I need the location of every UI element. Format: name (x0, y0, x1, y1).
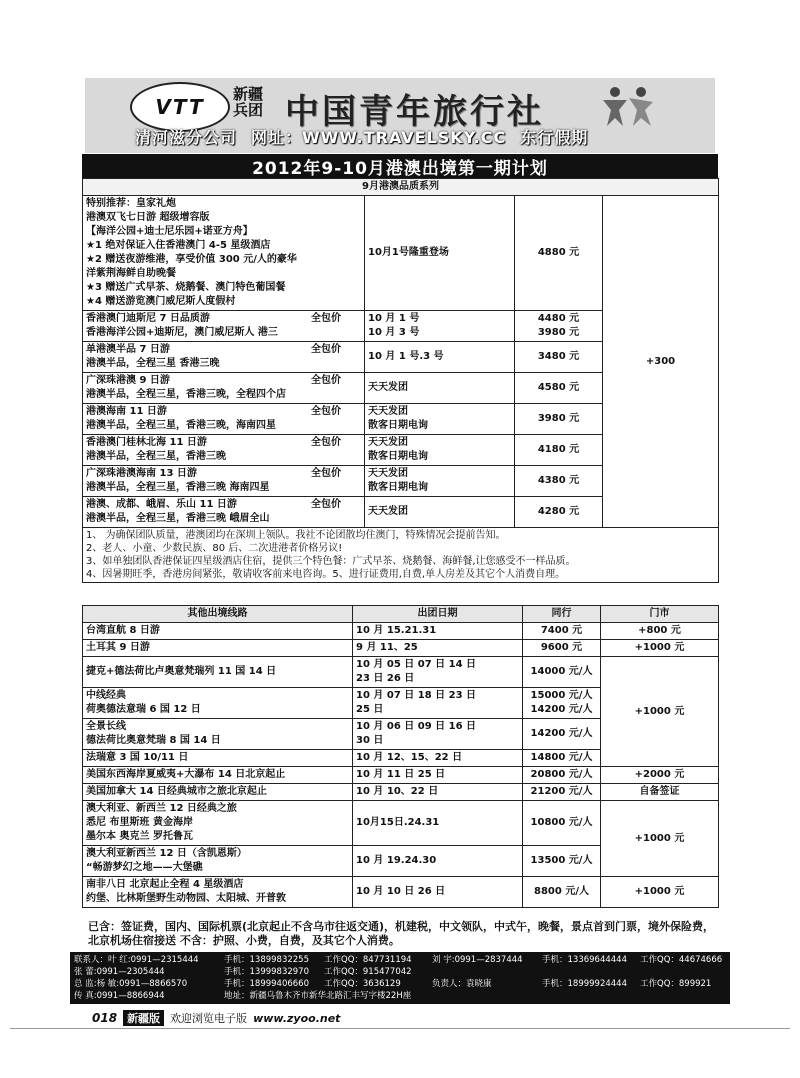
route-date-cell (353, 657, 523, 688)
contact-field (542, 966, 640, 978)
route-line: 南非八日 北京起止全程 4 星级酒店 (86, 879, 244, 890)
route-price-cell (523, 877, 601, 908)
tour-line-with-tag (86, 405, 361, 419)
contact-field: 手机：18999924444 (542, 979, 627, 989)
tour-date-cell (365, 342, 515, 373)
tour-price-cell (515, 404, 603, 435)
route-name-cell (83, 640, 353, 657)
contact-field: 工作QQ：915477042 (324, 967, 412, 977)
tour-line-with-tag (86, 498, 361, 512)
route-line: 荷奥德法意瑞 6 国 12 日 (86, 704, 201, 715)
contact-field: 工作QQ：3636129 (324, 979, 401, 989)
contact-row (74, 954, 726, 966)
tour-price: 4580 元 (537, 382, 580, 393)
route-price-cell (523, 767, 601, 784)
tour-price: 4180 元 (537, 444, 580, 455)
tour-line-with-tag (86, 436, 361, 450)
contact-row (74, 990, 726, 1002)
tour-date: 天天发团 (368, 382, 408, 393)
tour-name-cell (83, 373, 365, 404)
tour-line: 港澳半品，全程三星，香港三晚 海南四星 (86, 482, 270, 493)
route-date: 10 月 10 日 26 日 (356, 886, 446, 897)
route-date: 25 日 (356, 704, 384, 715)
route-price: 13500 元/人 (530, 855, 593, 866)
route-line: 法瑞意 3 国 10/11 日 (86, 752, 189, 763)
route-price: 14200 元/人 (530, 704, 593, 715)
route-line: 全景长线 (86, 721, 126, 732)
route-line: 土耳其 9 日游 (86, 642, 150, 653)
contact-field: 传 真:0991—8866944 (74, 991, 165, 1001)
route-line: 美国加拿大 14 日经典城市之旅北京起止 (86, 786, 267, 797)
tour-title: 港澳、成都、峨眉、乐山 11 日游 (86, 499, 237, 510)
contact-row (74, 978, 726, 990)
contacts-strip (70, 952, 730, 1004)
tour-name-cell (83, 342, 365, 373)
tour-date: 散客日期电询 (368, 482, 428, 493)
route-line: 悉尼 布里斯班 黄金海岸 (86, 817, 193, 828)
tour-line: ★4 赠送游览澳门威尼斯人度假村 (86, 296, 236, 307)
tour-date-cell (365, 466, 515, 497)
contact-field: 工作QQ：899921 (640, 979, 712, 989)
route-name-cell (83, 846, 353, 877)
region-tag: 新疆兵团 (233, 85, 264, 119)
retail-price-cell: +1000 元 (601, 640, 719, 657)
tour-line: 【海洋公园+迪士尼乐园+诺亚方舟】 (86, 226, 253, 237)
tour-line: ★3 赠送广式早茶、烧鹅餐、澳门特色葡国餐 (86, 282, 286, 293)
route-price: 21200 元/人 (530, 786, 593, 797)
tour-date: 10 月 1 号.3 号 (368, 351, 444, 362)
brand-title: 中国青年旅行社 (285, 92, 544, 132)
route-line: 捷克+德法荷比卢奥意梵瑞列 11 国 14 日 (86, 666, 277, 677)
tour-rows (83, 196, 719, 528)
route-date-cell (353, 784, 523, 801)
tour-date: 10月1号隆重登场 (368, 247, 449, 258)
route-name-cell (83, 784, 353, 801)
note-line: 3、如单独团队香港保证四星级酒店住宿，提供三个特色餐：广式早茶、烧鹅餐、海鲜餐,让您感受不一样品质。 (86, 556, 576, 567)
slogan: 东行假期 (520, 128, 589, 147)
note-line: 1、 为确保团队质量，港澳团均在深圳上领队。我社不论团散均住澳门，特殊情况会提前告知。 (86, 530, 506, 541)
package-tag: 全包价 (311, 468, 341, 479)
route-date: 10 月 12、15、22 日 (356, 752, 463, 763)
tour-price: 4880 元 (537, 247, 580, 258)
header-trade-price: 同行 (523, 606, 601, 623)
tour-title: 香港澳门迪斯尼 7 日品质游 (86, 313, 210, 324)
tour-date: 10 月 3 号 (368, 327, 420, 338)
route-price-cell (523, 657, 601, 688)
tour-date: 天天发团 (368, 437, 408, 448)
contact-field: 手机：18999406660 (224, 979, 309, 989)
package-tag: 全包价 (311, 437, 341, 448)
tour-date: 天天发团 (368, 406, 408, 417)
header-retail-price: 门市 (601, 606, 719, 623)
tour-date: 散客日期电询 (368, 451, 428, 462)
route-line: 约堡、比林斯堡野生动物园、太阳城、开普敦 (86, 893, 286, 904)
page-footer (92, 1010, 340, 1026)
tour-line-with-tag (86, 467, 361, 481)
note-line: 2、老人、小童、少数民族、80 后、二次进港者价格另议! (86, 543, 343, 554)
single-room-supplement: +300 (603, 196, 719, 528)
tour-line: ★1 绝对保证入住香港澳门 4-5 星级酒店 (86, 240, 271, 251)
package-tag: 全包价 (311, 499, 341, 510)
route-price-cell (523, 846, 601, 877)
route-name-cell (83, 750, 353, 767)
contact-field (519, 990, 629, 1002)
tour-price-cell (515, 342, 603, 373)
route-date-cell (353, 688, 523, 719)
section-title: 9月港澳品质系列 (83, 179, 719, 196)
retail-price-cell: +2000 元 (601, 767, 719, 784)
route-price-cell (523, 719, 601, 750)
contact-field: 地址：新疆乌鲁木齐市新华北路汇丰写字楼22H座 (224, 991, 412, 1001)
other-routes-table (82, 605, 719, 908)
tour-price: 4380 元 (537, 475, 580, 486)
tour-line-with-tag (86, 312, 361, 326)
header-subline (135, 125, 675, 148)
tour-name-cell (83, 466, 365, 497)
route-date-cell (353, 719, 523, 750)
contact-field (727, 990, 800, 1002)
package-tag: 全包价 (311, 406, 341, 417)
branch-name: 清河滋分公司 (135, 128, 238, 147)
logo-text: VTT (155, 95, 205, 119)
tour-price-cell (515, 311, 603, 342)
route-line: 台湾直航 8 日游 (86, 625, 160, 636)
tour-price-cell (515, 373, 603, 404)
route-row (83, 623, 719, 640)
contact-field: 负责人：袁晓康 (432, 979, 492, 989)
route-date: 10 月 10、22 日 (356, 786, 439, 797)
tour-date: 散客日期电询 (368, 420, 428, 431)
route-date: 30 日 (356, 735, 384, 746)
route-line: 中线经典 (86, 690, 126, 701)
route-price: 20800 元/人 (530, 769, 593, 780)
tour-price-cell (515, 196, 603, 311)
route-line: 德法荷比奥意梵瑞 8 国 14 日 (86, 735, 221, 746)
tour-price: 3480 元 (537, 351, 580, 362)
website-link[interactable]: 网址：WWW.TRAVELSKY.CC (251, 128, 507, 147)
route-price-cell (523, 688, 601, 719)
contact-field (411, 990, 519, 1002)
tour-date-cell (365, 404, 515, 435)
route-price: 10800 元/人 (530, 817, 593, 828)
contact-field (640, 966, 726, 978)
tour-title: 单港澳半品 7 日游 (86, 344, 170, 355)
route-price-cell (523, 801, 601, 846)
tour-date-cell (365, 373, 515, 404)
tour-date: 10 月 1 号 (368, 313, 420, 324)
route-row (83, 640, 719, 657)
route-price-cell (523, 640, 601, 657)
header-date: 出团日期 (353, 606, 523, 623)
tour-title: 香港澳门桂林北海 11 日游 (86, 437, 207, 448)
route-price: 14200 元/人 (530, 728, 593, 739)
route-name-cell (83, 623, 353, 640)
tour-name-cell (83, 497, 365, 528)
retail-price-cell: +1000 元 (601, 657, 719, 767)
route-line: 墨尔本 奥克兰 罗托鲁瓦 (86, 831, 193, 842)
retail-price-cell: +800 元 (601, 623, 719, 640)
tour-date-cell (365, 311, 515, 342)
package-tag: 全包价 (311, 344, 341, 355)
route-price: 15000 元/人 (530, 690, 593, 701)
package-tag: 全包价 (311, 375, 341, 386)
route-date-cell (353, 640, 523, 657)
tour-price-cell (515, 466, 603, 497)
tour-price: 3980 元 (537, 327, 580, 338)
tour-line: 港澳半品，全程三星，香港三晚，海南四星 (86, 420, 276, 431)
route-name-cell (83, 767, 353, 784)
tour-title: 广深珠港澳 9 日游 (86, 375, 170, 386)
tour-line: 港澳半品，全程三星，香港三晚 (86, 451, 226, 462)
page-number: 018 (92, 1011, 118, 1025)
tour-date: 天天发团 (368, 468, 408, 479)
route-date-cell (353, 623, 523, 640)
route-row (83, 657, 719, 688)
route-price-cell (523, 750, 601, 767)
note-line: 4、因暑期旺季，香港房间紧张，敬请收客前来电咨询。5、进行证费用,自费,单人房差及其它个人消费自理。 (86, 569, 566, 580)
contact-row (74, 966, 726, 978)
route-date-cell (353, 750, 523, 767)
route-name-cell (83, 877, 353, 908)
route-price-cell (523, 623, 601, 640)
tour-line-with-tag (86, 343, 361, 357)
contact-field: 工作QQ：44674666 (640, 955, 723, 965)
tour-date-cell (365, 435, 515, 466)
tour-price: 4280 元 (537, 506, 580, 517)
route-date: 10 月 06 日 09 日 16 日 (356, 721, 477, 732)
route-row (83, 877, 719, 908)
route-date-cell (353, 877, 523, 908)
route-name-cell (83, 719, 353, 750)
route-name-cell (83, 657, 353, 688)
route-line: 澳大利亚新西兰 12 日（含凯恩斯） (86, 848, 247, 859)
route-date: 10 月 07 日 18 日 23 日 (356, 690, 477, 701)
route-price: 14000 元/人 (530, 666, 593, 677)
route-date-cell (353, 767, 523, 784)
contact-field: 手机：13999832970 (224, 967, 309, 977)
route-date: 10 月 11 日 25 日 (356, 769, 446, 780)
tour-line: 特别推荐：皇家礼炮 (86, 198, 176, 209)
route-name-cell (83, 688, 353, 719)
tour-title: 广深珠港澳海南 13 日游 (86, 468, 197, 479)
route-date: 23 日 26 日 (356, 673, 415, 684)
route-date: 10 月 05 日 07 日 14 日 (356, 659, 477, 670)
tour-row (83, 196, 719, 311)
other-rows (83, 623, 719, 908)
header-route: 其他出境线路 (83, 606, 353, 623)
retail-price-cell: 自备签证 (601, 784, 719, 801)
tour-price-cell (515, 435, 603, 466)
welcome-text: 欢迎浏览电子版 (170, 1012, 248, 1025)
tour-name-cell (83, 196, 365, 311)
contact-field: 张 蕾:0991—2305444 (74, 967, 165, 977)
contact-field: 总 监:杨 敏:0991—8866570 (74, 979, 188, 989)
footer-url[interactable]: www.zyoo.net (253, 1011, 341, 1025)
route-date-cell (353, 846, 523, 877)
tour-line: 港澳半品，全程三星 香港三晚 (86, 358, 220, 369)
route-row (83, 767, 719, 784)
contact-field: 手机：13369644444 (542, 955, 627, 965)
hk-macau-tour-table (82, 178, 719, 583)
tour-line: 洋紫荆海鲜自助晚餐 (86, 268, 176, 279)
bottom-rule (10, 1028, 790, 1029)
route-name-cell (83, 801, 353, 846)
contact-field: 联系人：叶 红:0991—2315444 (74, 955, 199, 965)
contact-field: 工作QQ：847731194 (324, 955, 412, 965)
route-date: 10月15日.24.31 (356, 817, 440, 828)
route-price: 8800 元/人 (534, 886, 589, 897)
tour-name-cell (83, 311, 365, 342)
tour-name-cell (83, 435, 365, 466)
contact-field: 手机：13899832255 (224, 955, 309, 965)
tour-price-cell (515, 497, 603, 528)
route-date-cell (353, 801, 523, 846)
route-date: 10 月 15.21.31 (356, 625, 437, 636)
contact-field: 刘 宇:0991—2837444 (432, 955, 523, 965)
tour-price: 4480 元 (537, 313, 580, 324)
tour-line: ★2 赠送夜游维港，享受价值 300 元/人的豪华 (86, 254, 297, 265)
route-price: 14800 元/人 (530, 752, 593, 763)
tour-line: 港澳半品，全程三星，香港三晚 峨眉全山 (86, 513, 270, 524)
contact-field (629, 990, 727, 1002)
route-line: “畅游梦幻之地——大堡礁 (86, 862, 203, 873)
route-line: 美国东西海岸夏威夷+大瀑布 14 日北京起止 (86, 769, 286, 780)
tour-name-cell (83, 404, 365, 435)
tour-line-with-tag (86, 374, 361, 388)
tour-date: 天天发团 (368, 506, 408, 517)
route-row (83, 784, 719, 801)
route-price: 9600 元 (540, 642, 583, 653)
tour-date-cell (365, 196, 515, 311)
included-terms: 已含：签证费，国内、国际机票(北京起止不含乌市往返交通)，机建税，中文领队，中式午，晚餐，景点首到门票，境外保险费，北京机场住宿接送 不含：护照、小费，自费，及其它个人消费。 (88, 920, 715, 947)
tour-title: 港澳海南 11 日游 (86, 406, 167, 417)
mascot-figures-icon (595, 84, 665, 128)
tour-date-cell (365, 497, 515, 528)
tour-line: 香港海洋公园+迪斯尼，澳门威尼斯人 港三 (86, 327, 278, 338)
contact-field (432, 966, 542, 978)
package-tag: 全包价 (311, 313, 341, 324)
route-price-cell (523, 784, 601, 801)
route-line: 澳大利亚、新西兰 12 日经典之旅 (86, 803, 237, 814)
tour-price: 3980 元 (537, 413, 580, 424)
route-date: 10 月 19.24.30 (356, 855, 437, 866)
retail-price-cell: +1000 元 (601, 877, 719, 908)
notes-cell (83, 528, 719, 583)
route-date: 9 月 11、25 (356, 642, 418, 653)
edition-tag: 新疆版 (123, 1010, 164, 1026)
plan-banner: 2012年9-10月港澳出境第一期计划 (82, 154, 718, 178)
route-row (83, 801, 719, 846)
tour-line: 港澳半品，全程三星，香港三晚，全程四个店 (86, 389, 286, 400)
tour-line: 港澳双飞七日游 超级增容版 (86, 212, 210, 223)
route-price: 7400 元 (540, 625, 583, 636)
retail-price-cell: +1000 元 (601, 801, 719, 877)
notes-row (83, 528, 719, 583)
